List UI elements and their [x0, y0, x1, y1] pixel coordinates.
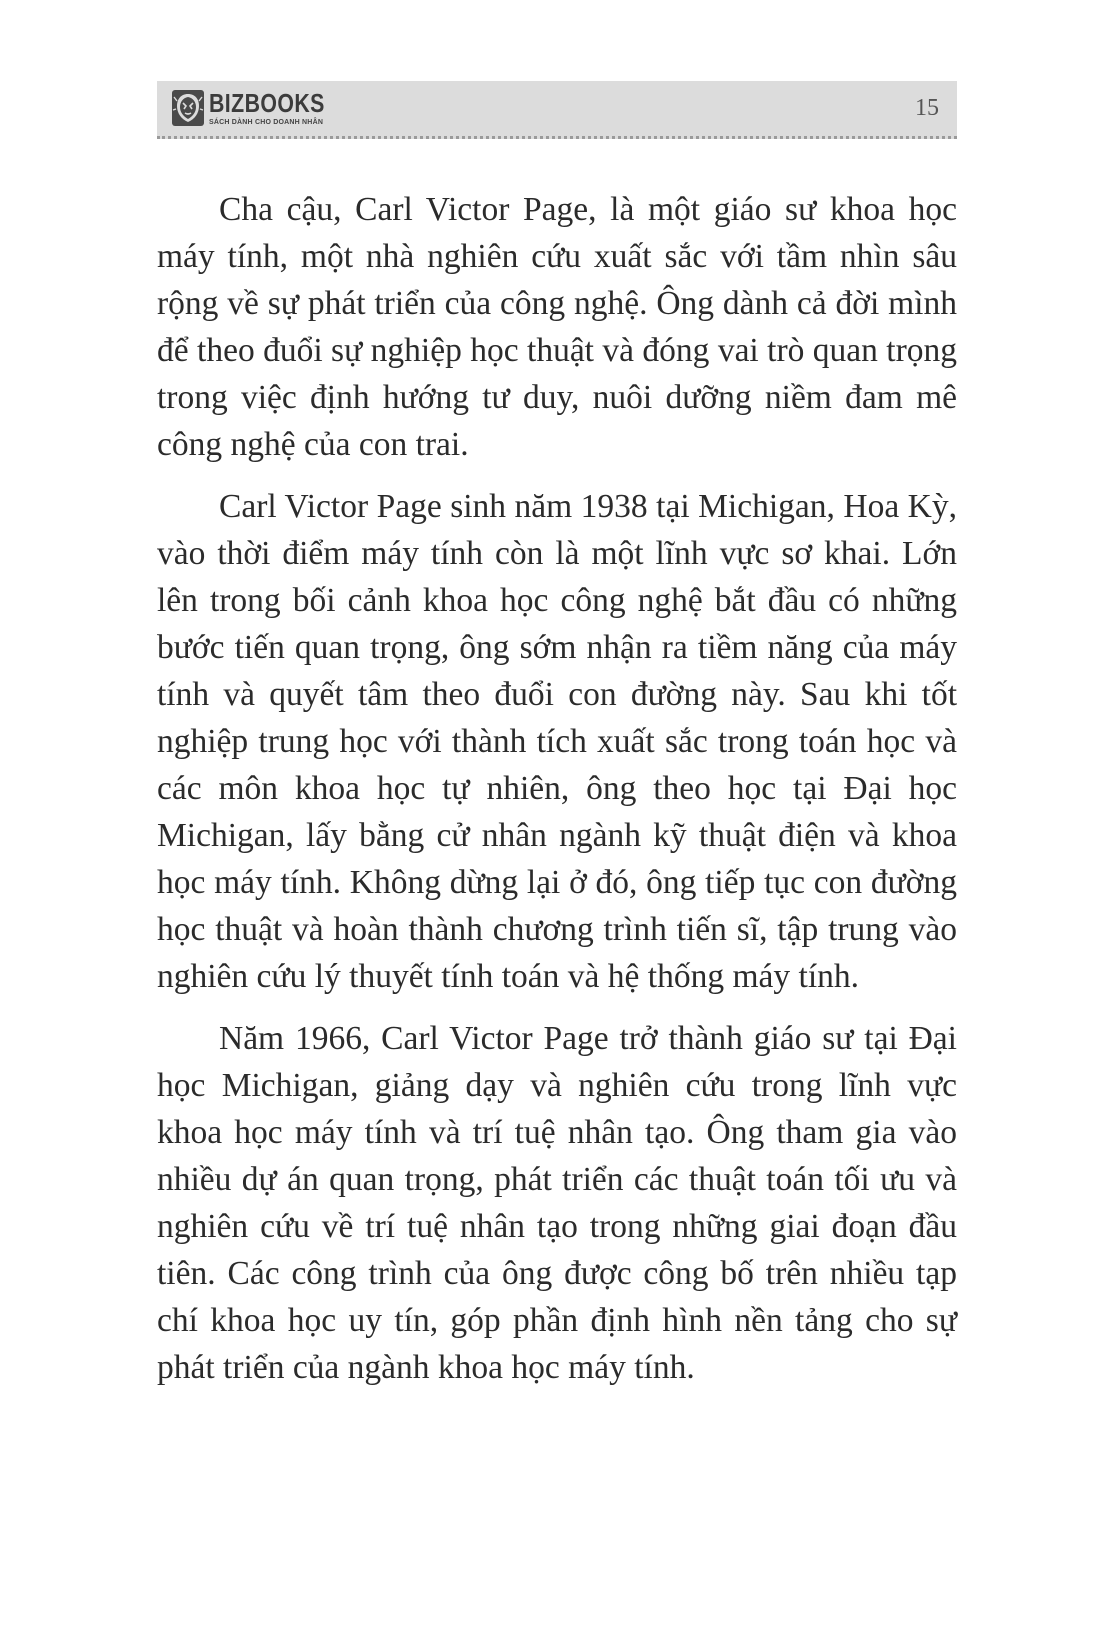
paragraph-1: Cha cậu, Carl Victor Page, là một giáo sư khoa học máy tính, một nhà nghiên cứu xuất sắc với tầm nhìn sâu rộng về sự phát triển của công nghệ. Ông dành cả đời mình để theo đuổi sự nghiệp học thuật và đóng vai trò quan trọng trong việc định hướng tư duy, nuôi dưỡng niềm đam mê công nghệ của con trai.	[157, 191, 957, 463]
running-header	[157, 81, 957, 139]
brand-name: BIZBOOKS	[209, 88, 325, 118]
bizbooks-lion-logo-icon	[171, 89, 205, 127]
publisher-logo	[171, 89, 350, 127]
body-text	[157, 186, 957, 1406]
paragraph-3: Năm 1966, Carl Victor Page trở thành giáo sư tại Đại học Michigan, giảng dạy và nghiên cứu trong lĩnh vực khoa học máy tính và trí tuệ nhân tạo. Ông tham gia vào nhiều dự án quan trọng, phát triển các thuật toán tối ưu và nghiên cứu về trí tuệ nhân tạo trong những giai đoạn đầu tiên. Các công trình của ông được công bố trên nhiều tạp chí khoa học uy tín, góp phần định hình nền tảng cho sự phát triển của ngành khoa học máy tính.	[157, 1020, 957, 1386]
brand-tagline: SÁCH DÀNH CHO DOANH NHÂN	[209, 119, 324, 126]
page-number: 15	[915, 95, 939, 121]
paragraph-2: Carl Victor Page sinh năm 1938 tại Michigan, Hoa Kỳ, vào thời điểm máy tính còn là một lĩnh vực sơ khai. Lớn lên trong bối cảnh khoa học công nghệ bắt đầu có những bước tiến quan trọng, ông sớm nhận ra tiềm năng của máy tính và quyết tâm theo đuổi con đường này. Sau khi tốt nghiệp trung học với thành tích xuất sắc trong toán học và các môn khoa học tự nhiên, ông theo học tại Đại học Michigan, lấy bằng cử nhân ngành kỹ thuật điện và khoa học máy tính. Không dừng lại ở đó, ông tiếp tục con đường học thuật và hoàn thành chương trình tiến sĩ, tập trung vào nghiên cứu lý thuyết tính toán và hệ thống máy tính.	[157, 488, 957, 995]
